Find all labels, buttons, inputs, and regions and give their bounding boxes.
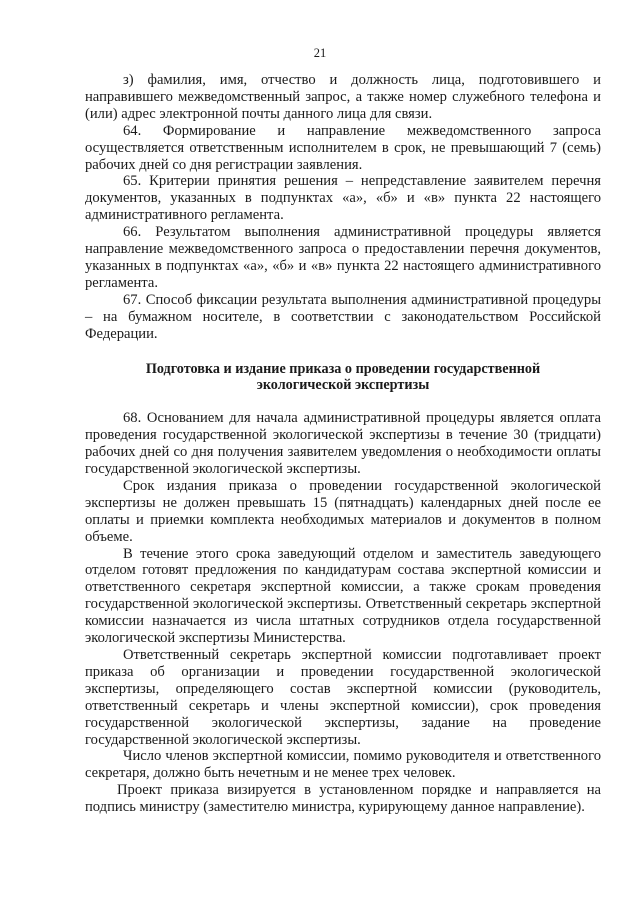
paragraph-68: 68. Основанием для начала административной процедуры является оплата проведения государственной экологической экспертизы в течение 30 (тридцати) рабочих дней со дня получения заявителем уведомления о необходимости оплаты государственной экологической экспертизы. xyxy=(85,410,601,478)
paragraph-secretary-draft: Ответственный секретарь экспертной комиссии подготавливает проект приказа об организации и проведении государственной экологической экспертизы, определяющего состав экспертной комиссии (руководитель, ответственный секретарь и члены экспертной комиссии), срок проведения государственной экологической экспертизы, задание на проведение государственной экологической экспертизы. xyxy=(85,647,601,748)
paragraph-item-z: з) фамилия, имя, отчество и должность лица, подготовившего и направившего межведомственный запрос, а также номер служебного телефона и (или) адрес электронной почты данного лица для связи. xyxy=(85,72,601,122)
paragraph-commission-proposals: В течение этого срока заведующий отделом и заместитель заведующего отделом готовят предложения по кандидатурам состава экспертной комиссии и ответственного секретаря экспертной комиссии, а также срокам проведения государственной экологической экспертизы. Ответственный секретарь экспертной комиссии назначается из числа штатных сотрудников отдела государственной экологической экспертизы Министерства. xyxy=(85,545,601,647)
paragraph-approval: Проект приказа визируется в установленном порядке и направляется на подпись министру (заместителю министра, курирующему данное направление). xyxy=(85,782,601,816)
paragraph-64: 64. Формирование и направление межведомственного запроса осуществляется ответственным исполнителем в срок, не превышающий 7 (семь) рабочих дней со дня регистрации заявления. xyxy=(85,122,601,173)
paragraph-member-count: Число членов экспертной комиссии, помимо руководителя и ответственного секретаря, должно быть нечетным и не менее трех человек. xyxy=(85,748,601,782)
paragraph-order-deadline: Срок издания приказа о проведении государственной экологической экспертизы не должен превышать 15 (пятнадцать) календарных дней после ее оплаты и приемки комплекта необходимых материалов и документов в полном объеме. xyxy=(85,477,601,545)
paragraph-67: 67. Способ фиксации результата выполнения административной процедуры – на бумажном носителе, в соответствии с законодательством Российской Федерации. xyxy=(85,291,601,342)
page-number: 21 xyxy=(313,46,327,60)
paragraph-66: 66. Результатом выполнения административной процедуры является направление межведомственного запроса о предоставлении перечня документов, указанных в подпунктах «а», «б» и «в» пункта 22 настоящего административного регламента. xyxy=(85,224,601,291)
paragraph-65: 65. Критерии принятия решения – непредставление заявителем перечня документов, указанных в подпунктах «а», «б» и «в» пункта 22 настоящего административного регламента. xyxy=(85,173,601,224)
document-body xyxy=(85,72,601,816)
section-heading: Подготовка и издание приказа о проведении государственной экологической экспертизы xyxy=(145,360,541,394)
